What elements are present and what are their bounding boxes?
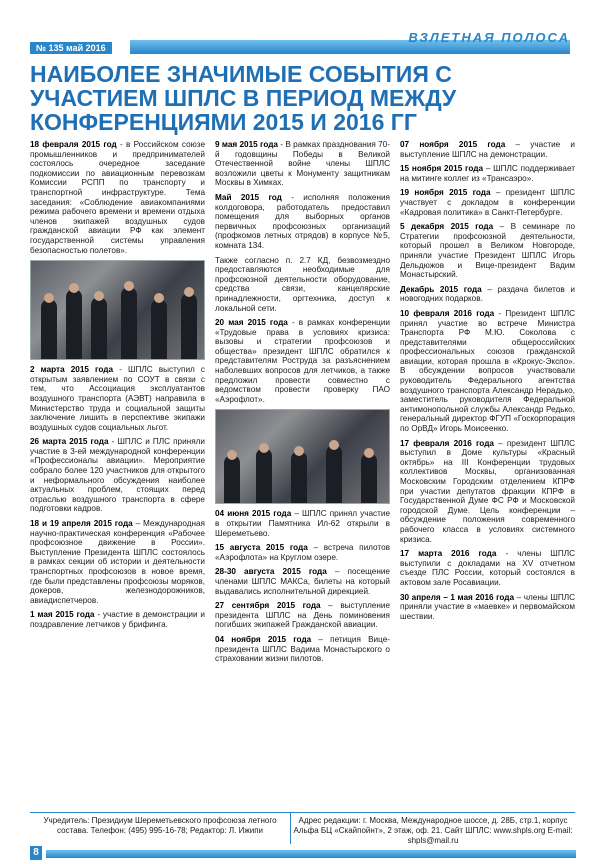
event-paragraph xyxy=(400,309,575,434)
event-date: 10 февраля 2016 года xyxy=(400,308,495,318)
event-paragraph xyxy=(30,519,205,605)
event-text: – Международная научно-практическая конференция «Рабочее профсоюзное движение в России». Выступление Президента ШПЛС состоялось в рамках секции об истории и деятельности транспортных профсоюзов в новое время, где были представлены профсоюзы моряков, докеров, железнодорожников, авиадиспетчеров. xyxy=(30,519,205,605)
event-paragraph xyxy=(215,193,390,251)
event-date: 2 марта 2015 года xyxy=(30,365,114,375)
photo-pilots-rally xyxy=(30,260,205,360)
photo-conference xyxy=(215,409,390,504)
event-text: – выступление президента ШПЛС на День поминовения погибших экипажей Гражданской авиации. xyxy=(215,601,390,630)
event-text: - ШПЛС выступил с открытым заявлением по СОУТ в связи с тем, что Ассоциация эксплуатантов воздушного транспорта (АЭВТ) направила в Министерство труда и социальной защиты заключение лишить в перспективе экипажи воздушных судов социальных льгот. xyxy=(30,365,205,432)
event-text: - члены ШПЛС выступили с докладами на XV отчетном съезде ПЛС России, который состоялся в актовом зале Росавиации. xyxy=(400,549,575,587)
event-text: – раздача билетов и новогодних подарков. xyxy=(400,284,575,304)
column-3 xyxy=(400,140,575,810)
event-paragraph xyxy=(400,222,575,280)
page-title: НАИБОЛЕЕ ЗНАЧИМЫЕ СОБЫТИЯ С УЧАСТИЕМ ШПЛС В ПЕРИОД МЕЖДУ КОНФЕРЕНЦИЯМИ 2015 И 2016 ГГ xyxy=(30,61,457,135)
event-paragraph xyxy=(215,567,390,596)
event-text: - в Российском союзе промышленников и предпринимателей состоялось очередное заседание подкомиссии по авиационным перевозкам Комиссии РСПП по транспорту и транспортной инфраструктуре. Тема заседания: «Соблюдение авиакомпаниями режима рабочего времени и времени отдыха членов экипажей воздушных судов гражданской авиации РФ как элемент государственной системы управления безопасностью полетов». xyxy=(30,140,205,255)
event-date: 28-30 августа 2015 года xyxy=(215,567,327,577)
event-date: 17 февраля 2016 года xyxy=(400,438,494,448)
event-date: 04 ноября 2015 года xyxy=(215,634,312,644)
event-text: – петиция Вице-президента ШПЛС Вадима Монастырского о страховании жизни пилотов. xyxy=(215,634,390,664)
article-columns xyxy=(30,140,575,810)
event-paragraph xyxy=(215,140,390,188)
event-paragraph xyxy=(30,610,205,629)
event-text: - участие в демонстрации и поздравление летчиков у брифинга. xyxy=(30,610,205,629)
event-paragraph xyxy=(215,543,390,562)
event-text: – ШПЛС принял участие в открытии Памятника Ил-62 открыли в Шереметьево. xyxy=(215,509,390,538)
event-paragraph xyxy=(400,593,575,622)
event-text: - ШПЛС и ПЛС приняли участие в 3-ей международной конференции «Профессионалы авиации». Мероприятие собрало более 120 участников для открытого и неформального обсуждения наиболее актуальных проблем, стоящих перед отраслью воздушного транспорта в сфере подготовки кадров. xyxy=(30,437,205,514)
event-paragraph xyxy=(30,437,205,514)
event-date: 20 мая 2015 года xyxy=(215,318,288,328)
event-paragraph xyxy=(400,140,575,159)
event-date: Май 2015 год xyxy=(215,192,282,202)
event-paragraph xyxy=(400,188,575,217)
event-date: 19 ноября 2015 года xyxy=(400,188,491,198)
footer-contact-info: Адрес редакции: г. Москва, Международное шоссе, д. 28Б, стр.1, корпус Альфа БЦ «Скайпойнт», 2 этаж, оф. 21. Сайт ШПЛС: www.shpls.org E-mail: shpls@mail.ru xyxy=(290,813,575,844)
issue-label: № 135 май 2016 xyxy=(30,42,112,54)
event-date: 17 марта 2016 года xyxy=(400,549,497,559)
event-text: – президент ШПЛС участвует с докладом в конференции «Кадровая политика» в Санкт-Петербурге. xyxy=(400,188,575,217)
event-date: 15 августа 2015 года xyxy=(215,543,308,553)
event-text: - в рамках конференции «Трудовые права в условиях кризиса: вызовы и стратегии профсоюзов и общества» президент ШПЛС обратился к представителям Роструда за разъяснением наболевших вопросов для летчиков, а также предложил провести совместно с ведомством провести проверку ПАО «Аэрофлот». xyxy=(215,318,390,404)
event-text: – члены ШПЛС приняли участие в «маевке» и первомайском шествии. xyxy=(400,592,575,621)
event-paragraph xyxy=(215,318,390,404)
page-number: 8 xyxy=(30,846,42,860)
event-text: – участие и выступление ШПЛС на демонстрации. xyxy=(400,140,575,159)
page-footer xyxy=(30,812,575,844)
event-text: - исполняя положения колдоговора, работодатель предоставил помещения для выборных органов первичных профсоюзных организаций (профкомов летных отрядов) в корпусе №5, комната 134. xyxy=(215,192,390,250)
event-text: - Президент ШПЛС принял участие во встрече Министра Транспорта РФ М.Ю. Соколова с представителями общероссийских профессиональных союзов гражданской авиации, которая прошла в «Крокус-Экспо». В обсуждении вопросов участвовали руководитель Федерального агентства воздушного транспорта Александр Нерадько, заместитель руководителя Федеральной антимонопольной службы Александр Редько, генеральный директор ФГУП «Госкорпорация по ОрВД» Игорь Моисеенко. xyxy=(400,308,575,434)
newspaper-brand: ВЗЛЕТНАЯ ПОЛОСА xyxy=(408,30,570,45)
event-text: Также согласно п. 2.7 КД, безвозмездно предоставляются необходимые для профсоюзной деятельности оборудование, средства связи, канцелярские принадлежности, оргтехника, доступ к локальной сети. xyxy=(215,255,390,313)
footer-publisher-info: Учредитель: Президиум Шереметьевского профсоюза летного состава. Телефон: (495) 995-16-78; Редактор: Л. Ижипи xyxy=(43,816,277,835)
event-date: 15 ноября 2015 года xyxy=(400,164,484,174)
event-date: 9 мая 2015 года xyxy=(215,140,278,149)
event-text: – посещение членами ШПЛС МАКСа, билеты на который выдавались исполнительной дирекцией. xyxy=(215,567,390,596)
event-paragraph xyxy=(215,635,390,664)
column-2 xyxy=(215,140,390,810)
event-text: - В рамках празднования 70-й годовщины Победы в Великой Отечественной войне члены ШПЛС возложили цветы к Монументу защитникам Москвы в Химках. xyxy=(215,140,390,188)
event-date: 1 мая 2015 года xyxy=(30,610,95,620)
event-text: – ШПЛС поддерживает на митинге коллег из «Трансаэро». xyxy=(400,164,575,183)
event-date: 27 сентября 2015 года xyxy=(215,601,321,611)
event-paragraph xyxy=(30,140,205,255)
event-text: – В семинаре по Стратегии профсоюзной деятельности, который прошел в Великом Новгороде, приняли участие Президент ШПЛС Игорь Дельдюжов и Вице-президент Вадим Монастырский. xyxy=(400,222,575,280)
event-date: 5 декабря 2015 года xyxy=(400,222,494,232)
event-date: 26 марта 2015 года xyxy=(30,437,109,447)
event-date: 04 июня 2015 года xyxy=(215,509,292,519)
event-paragraph xyxy=(30,365,205,432)
event-paragraph xyxy=(400,439,575,545)
event-paragraph xyxy=(215,509,390,538)
event-paragraph xyxy=(400,285,575,304)
event-paragraph xyxy=(400,549,575,587)
event-text: – встреча пилотов «Аэрофлота» на Круглом озере. xyxy=(215,543,390,562)
event-date: Декабрь 2015 года xyxy=(400,284,482,294)
event-date: 18 февраля 2015 год xyxy=(30,140,117,149)
event-paragraph xyxy=(400,164,575,183)
column-1 xyxy=(30,140,205,810)
event-paragraph xyxy=(215,256,390,314)
footer-stripe xyxy=(46,850,576,858)
event-date: 30 апреля – 1 мая 2016 года xyxy=(400,592,515,602)
event-date: 18 и 19 апреля 2015 года xyxy=(30,519,133,529)
event-date: 07 ноября 2015 года xyxy=(400,140,506,149)
event-paragraph xyxy=(215,601,390,630)
event-text: – президент ШПЛС выступил в Доме культуры «Красный октябрь» на III Конференции трудовых коллективов Москвы, организованная Московским Городским отделением КПРФ при участии депутатов фракции КПРФ в Государственной Думе ФС РФ и Московской городской Думе. Цель конференции – обсуждение положения современного рабочего класса в условиях системного кризиса. xyxy=(400,438,575,544)
